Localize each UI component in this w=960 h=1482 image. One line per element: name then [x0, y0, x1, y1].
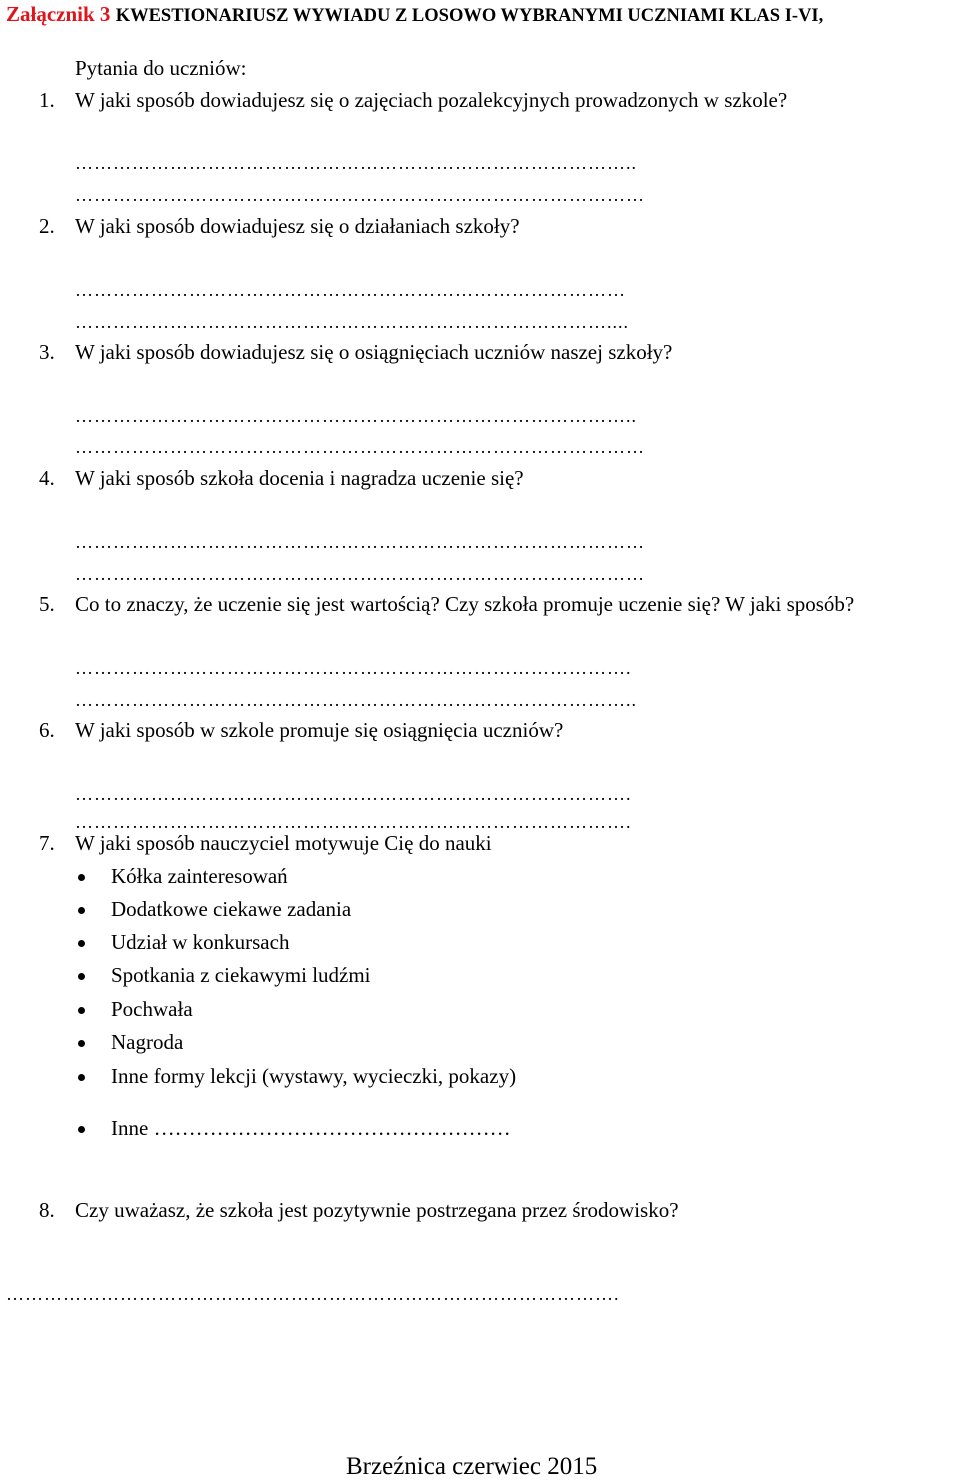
question-3 [39, 340, 673, 365]
option-label: Inne …………………………………………… [111, 1116, 511, 1140]
question-text: Czy uważasz, że szkoła jest pozytywnie postrzegana przez środowisko? [75, 1198, 679, 1222]
bullet-icon [78, 940, 85, 947]
document-title [6, 2, 823, 27]
list-item [111, 864, 288, 889]
question-text: W jaki sposób nauczyciel motywuje Cię do nauki [75, 831, 492, 855]
answer-line: …………………………………………………………………………… [75, 280, 626, 300]
list-item [111, 897, 351, 922]
bullet-icon [78, 907, 85, 914]
answer-line: ……………………………………………………………………………………. [6, 1284, 620, 1304]
question-text: W jaki sposób w szkole promuje się osiągnięcia uczniów? [75, 718, 564, 742]
answer-line: ……………………………………………………………………………… [75, 437, 645, 457]
bullet-icon [78, 1074, 85, 1081]
question-2 [39, 214, 520, 239]
answer-line: …………………………………………………………………………….. [75, 690, 637, 710]
question-text: W jaki sposób szkoła docenia i nagradza uczenie się? [75, 466, 524, 490]
question-number: 4. [39, 466, 55, 490]
option-label: Pochwała [111, 997, 193, 1021]
question-text: W jaki sposób dowiadujesz się o osiągnięciach uczniów naszej szkoły? [75, 340, 673, 364]
list-item [111, 963, 371, 988]
answer-line: …………………………………………………………………………….. [75, 153, 637, 173]
answer-line: ……………………………………………………………………………… [75, 564, 645, 584]
question-5 [39, 592, 855, 617]
list-item [111, 997, 193, 1022]
bullet-icon [78, 1040, 85, 1047]
option-label: Nagroda [111, 1030, 184, 1054]
question-number: 2. [39, 214, 55, 238]
question-number: 3. [39, 340, 55, 364]
answer-line: ……………………………………………………………………………… [75, 532, 645, 552]
question-6 [39, 718, 564, 743]
question-text: W jaki sposób dowiadujesz się o działaniach szkoły? [75, 214, 520, 238]
question-4 [39, 466, 524, 491]
list-item [111, 1116, 511, 1141]
question-8 [39, 1198, 679, 1223]
footer-place-date: Brzeźnica czerwiec 2015 [346, 1453, 598, 1480]
option-label: Dodatkowe ciekawe zadania [111, 897, 352, 921]
question-number: 6. [39, 718, 55, 742]
bullet-icon [78, 874, 85, 881]
answer-line: ……………………………………………………………………………. [75, 784, 632, 804]
answer-line: ……………………………………………………………………………… [75, 185, 645, 205]
answer-line: ………………………………………………………………………….... [75, 312, 629, 332]
answer-line: …………………………………………………………………………….. [75, 406, 637, 426]
question-number: 1. [39, 88, 55, 112]
option-label: Spotkania z ciekawymi ludźmi [111, 963, 371, 987]
option-label: Kółka zainteresowań [111, 864, 288, 888]
question-1 [39, 88, 788, 113]
questionnaire-title: KWESTIONARIUSZ WYWIADU Z LOSOWO WYBRANYMI UCZNIAMI KLAS I-VI, [115, 6, 824, 26]
option-label: Udział w konkursach [111, 930, 290, 954]
intro-text: Pytania do uczniów: [75, 56, 247, 80]
bullet-icon [78, 1126, 85, 1133]
question-text: Co to znaczy, że uczenie się jest wartością? Czy szkoła promuje uczenie się? W jaki sposób? [75, 592, 855, 616]
question-number: 5. [39, 592, 55, 616]
list-item [111, 930, 289, 955]
answer-line: ……………………………………………………………………………. [75, 812, 632, 832]
question-7 [39, 831, 492, 856]
option-label: Inne formy lekcji (wystawy, wycieczki, pokazy) [111, 1064, 517, 1088]
bullet-icon [78, 973, 85, 980]
bullet-icon [78, 1007, 85, 1014]
list-item [111, 1030, 183, 1055]
question-number: 8. [39, 1198, 55, 1222]
list-item [111, 1064, 516, 1089]
attachment-label: Załącznik 3 [6, 2, 111, 26]
question-number: 7. [39, 831, 55, 855]
question-text: W jaki sposób dowiadujesz się o zajęciach pozalekcyjnych prowadzonych w szkole? [75, 88, 788, 112]
answer-line: ……………………………………………………………………………. [75, 658, 632, 678]
